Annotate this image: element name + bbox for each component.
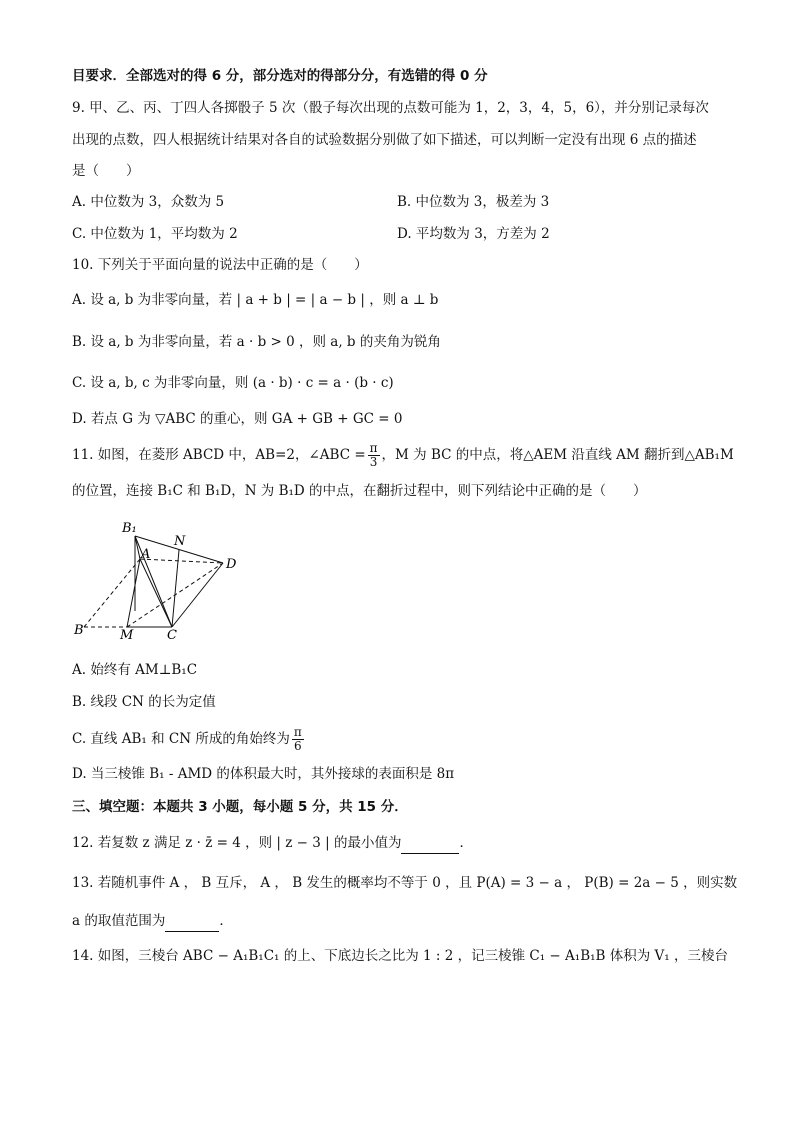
label-b: B [74, 623, 84, 638]
q9-line-3: 是（ ） [72, 163, 140, 179]
q9-line-2: 出现的点数，四人根据统计结果对各自的试验数据分别做了如下描述，可以判断一定没有出现 6 点的描述 [72, 132, 697, 148]
q10-option-d: D. 若点 G 为 ▽ABC 的重心，则 GA + GB + GC = 0 [72, 411, 403, 427]
edge-a-c [140, 559, 172, 627]
section-instruction-line: 目要求．全部选对的得 6 分，部分选对的得部分分，有选错的得 0 分 [72, 68, 488, 84]
q9-option-a: A. 中位数为 3，众数为 5 [72, 194, 225, 210]
q11-option-c-text: C. 直线 AB₁ 和 CN 所成的角始终为 [72, 731, 290, 747]
q13-line-1: 13. 若随机事件 A ， B 互斥， A ， B 发生的概率均不等于 0 ，且 P(A) = 3 − a ， P(B) = 2a − 5 ，则实数 [72, 875, 738, 891]
edge-b-a-dashed [84, 559, 140, 627]
section-3-heading: 三、填空题：本题共 3 小题，每小题 5 分，共 15 分． [72, 799, 408, 815]
q9-option-b: B. 中位数为 3，极差为 3 [397, 194, 550, 210]
q12-line [72, 833, 473, 854]
q11-option-c [72, 726, 306, 753]
q11-option-d: D. 当三棱锥 B₁ - AMD 的体积最大时，其外接球的表面积是 8π [72, 766, 455, 782]
q11-option-c-fraction [292, 726, 304, 753]
q13-line-2-text: a 的取值范围为 [72, 913, 166, 929]
q13-line-2 [72, 911, 233, 932]
q11-frac-num: π [369, 441, 378, 455]
q10-option-a: A. 设 a, b 为非零向量，若 | a + b | = | a − b | ，则 a ⊥ b [72, 292, 439, 308]
q11-line-1-pre: 11. 如图，在菱形 ABCD 中，AB=2，∠ABC = [72, 447, 366, 463]
q10-option-c: C. 设 a, b, c 为非零向量，则 (a · b) · c = a · (b · c) [72, 375, 394, 391]
q9-option-d: D. 平均数为 3，方差为 2 [397, 226, 550, 242]
label-d: D [226, 557, 237, 572]
rhombus-fold-figure [72, 515, 252, 645]
edge-c-d [172, 563, 223, 627]
label-c: C [167, 628, 177, 643]
q9-line-1: 9. 甲、乙、丙、丁四人各掷骰子 5 次（骰子每次出现的点数可能为 1，2，3，4，5，6），并分别记录每次 [72, 100, 709, 116]
label-b1: B₁ [122, 521, 137, 536]
q12-answer-blank [401, 833, 459, 854]
q11-frac-den: 3 [369, 455, 378, 469]
q13-period: ． [219, 913, 233, 929]
edge-n-c [172, 550, 179, 627]
q11-c-frac-num: π [293, 725, 302, 739]
label-m: M [120, 628, 134, 643]
q12-period: ． [459, 835, 473, 851]
q11-option-a: A. 始终有 AM⊥B₁C [72, 662, 198, 678]
q14-line-1: 14. 如图，三棱台 ABC − A₁B₁C₁ 的上、下底边长之比为 1 : 2 ，记三棱锥 C₁ − A₁B₁B 体积为 V₁ ，三棱台 [72, 948, 728, 964]
q13-answer-blank [165, 911, 219, 932]
q10-option-b: B. 设 a, b 为非零向量，若 a · b > 0 ，则 a, b 的夹角为锐角 [72, 334, 441, 350]
q11-fraction [368, 442, 380, 469]
q11-option-b: B. 线段 CN 的长为定值 [72, 694, 216, 710]
q9-option-c: C. 中位数为 1，平均数为 2 [72, 226, 238, 242]
q11-line-1-post: ，M 为 BC 的中点，将△AEM 沿直线 AM 翻折到△AB₁M [381, 447, 734, 463]
label-a: A [141, 547, 151, 562]
q11-line-1 [72, 442, 734, 469]
edge-m-d-dashed [127, 563, 223, 627]
edge-a-m [127, 559, 140, 627]
label-n: N [174, 534, 186, 549]
q10-stem: 10. 下列关于平面向量的说法中正确的是（ ） [72, 257, 368, 273]
q11-line-2: 的位置，连接 B₁C 和 B₁D，N 为 B₁D 的中点，在翻折过程中，则下列结论中正确的是（ ） [72, 483, 647, 499]
q12-text: 12. 若复数 z 满足 z · z̄ = 4 ，则 | z − 3 | 的最小值为 [72, 835, 402, 851]
q11-c-frac-den: 6 [293, 739, 302, 753]
